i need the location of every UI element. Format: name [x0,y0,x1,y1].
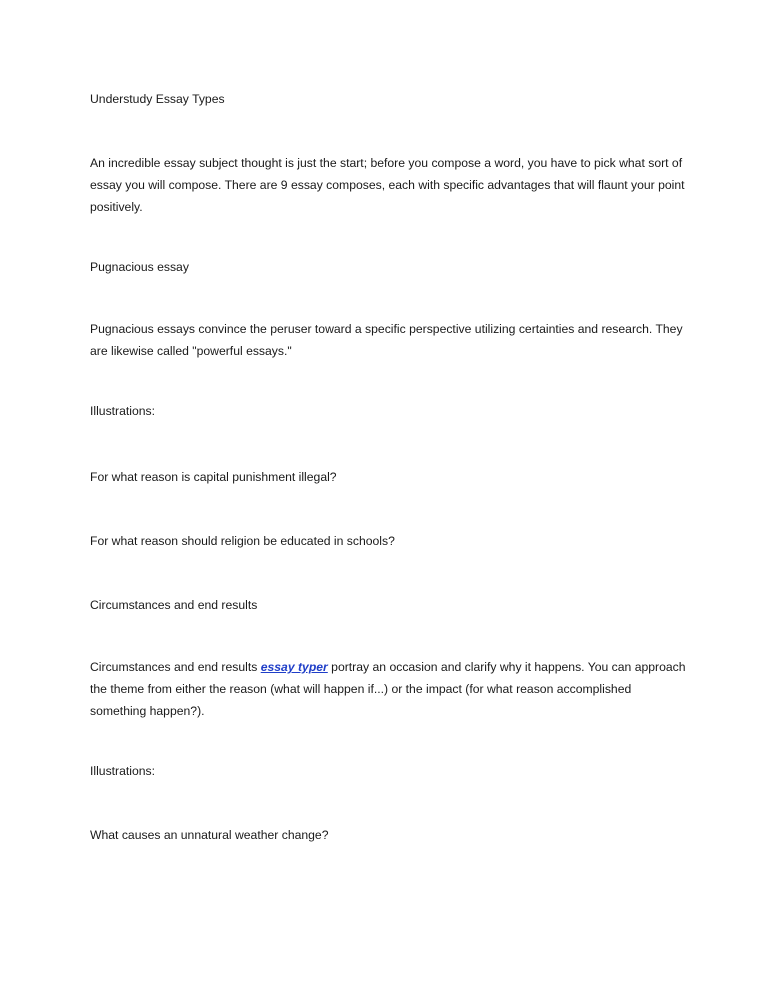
circumstances-paragraph [90,656,690,722]
illustrations-label: Illustrations: [90,764,156,778]
section-heading-pugnacious: Pugnacious essay [90,260,189,274]
section-heading-circumstances: Circumstances and end results [90,598,258,612]
example-item: For what reason is capital punishment illegal? [90,470,337,484]
pugnacious-paragraph: Pugnacious essays convince the peruser toward a specific perspective utilizing certainties and research. They are likewise called "powerful essays." [90,322,683,358]
illustrations-label: Illustrations: [90,404,156,418]
document-title: Understudy Essay Types [90,92,225,106]
paragraph-text: portray an occasion and clarify why it happens. You can approach the theme from either the reason (what will happen if...) or the impact (for what reason accomplished something happen?). [90,660,686,718]
essay-typer-link[interactable]: essay typer [260,660,328,674]
example-item: What causes an unnatural weather change? [90,828,329,842]
paragraph-text: Circumstances and end results [90,660,261,674]
intro-paragraph: An incredible essay subject thought is just the start; before you compose a word, you have to pick what sort of essay you will compose. There are 9 essay composes, each with specific advantages that will flaunt your point positively. [90,156,685,214]
example-item: For what reason should religion be educated in schools? [90,534,395,548]
